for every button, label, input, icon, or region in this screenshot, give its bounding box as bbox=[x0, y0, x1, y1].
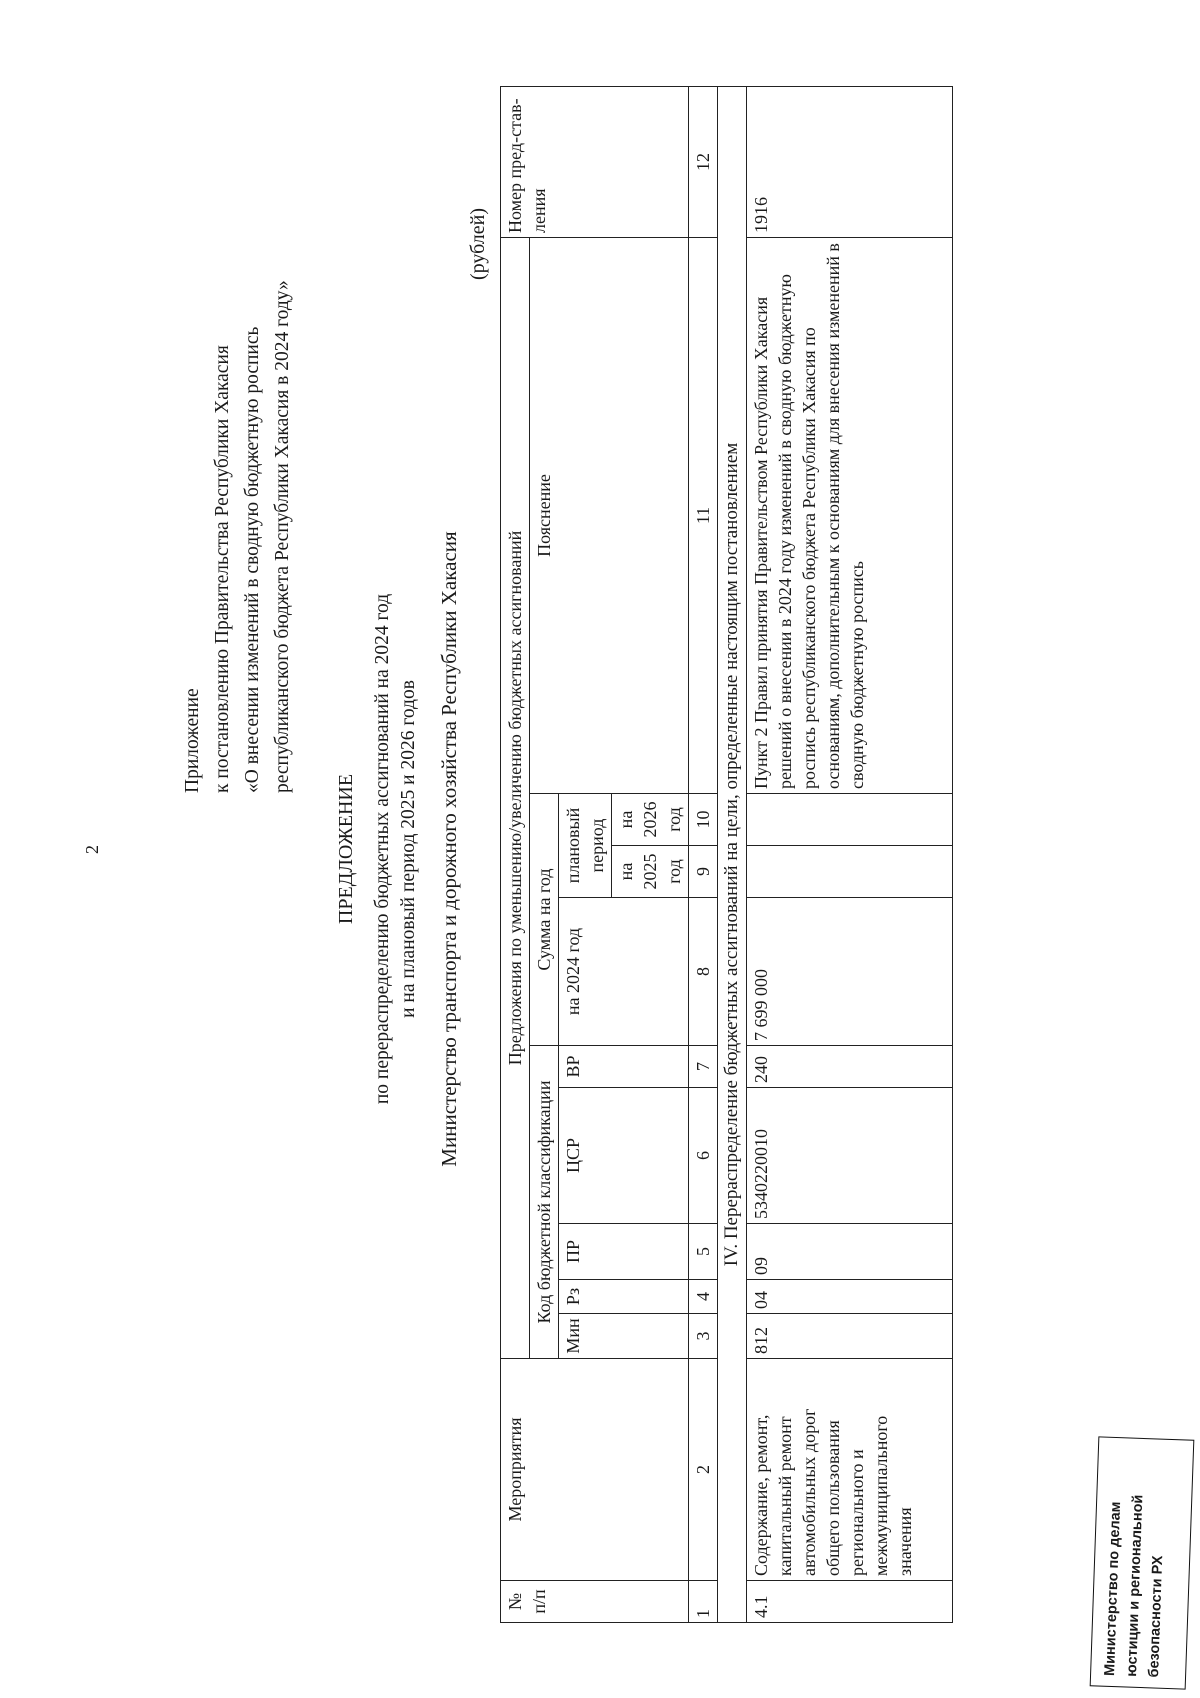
row-csr: 5340220010 bbox=[747, 1088, 953, 1224]
header-explanation: Пояснение bbox=[530, 238, 689, 794]
column-number: 1 bbox=[689, 1581, 718, 1623]
column-number: 2 bbox=[689, 1359, 718, 1581]
appendix-block bbox=[178, 103, 298, 793]
appendix-line: республиканского бюджета Республики Хакасия в 2024 году» bbox=[272, 280, 293, 793]
header-2025: на 2025 год bbox=[612, 846, 689, 898]
row-2025 bbox=[747, 846, 953, 898]
column-numbers-row bbox=[689, 87, 718, 1623]
header-num: № п/п bbox=[501, 1581, 689, 1623]
section-title: IV. Перераспределение бюджетных ассигнований на цели, определенные настоящим постановлением bbox=[718, 87, 747, 1623]
header-proposals-group: Предложения по уменьшению/увеличению бюджетных ассигнований bbox=[501, 238, 530, 1359]
subtitle-line: и на плановый период 2025 и 2026 годов bbox=[398, 680, 419, 1018]
row-num: 4.1 bbox=[747, 1581, 953, 1623]
column-number: 4 bbox=[689, 1280, 718, 1314]
table-header-row bbox=[501, 87, 530, 1623]
appendix-line: Приложение bbox=[182, 688, 203, 793]
subtitle-line: по перераспределению бюджетных ассигнований на 2024 год bbox=[372, 593, 393, 1105]
row-rep-number: 1916 bbox=[747, 87, 953, 238]
row-min: 812 bbox=[747, 1314, 953, 1359]
appendix-line: к постановлению Правительства Республики Хакасия bbox=[212, 345, 233, 793]
column-number: 11 bbox=[689, 238, 718, 794]
stamp-line: безопасности РХ bbox=[1146, 1555, 1167, 1678]
column-number: 3 bbox=[689, 1314, 718, 1359]
header-sum-group: Сумма на год bbox=[530, 794, 559, 1046]
stamp-line: юстиции и региональной bbox=[1124, 1494, 1147, 1678]
row-event: Содержание, ремонт, капитальный ремонт автомобильных дорог общего пользования регионального и межмуниципального значения bbox=[747, 1359, 953, 1581]
stamp-line: Министерство по делам bbox=[1102, 1501, 1125, 1677]
header-rz: Рз bbox=[559, 1280, 689, 1314]
appendix-line: «О внесении изменений в сводную бюджетную роспись bbox=[242, 326, 263, 793]
budget-table bbox=[500, 86, 953, 1623]
header-planned: плановый период bbox=[559, 794, 612, 898]
document-subtitle bbox=[370, 0, 422, 1698]
header-code-group: Код бюджетной классификации bbox=[530, 1046, 559, 1359]
column-number: 12 bbox=[689, 87, 718, 238]
header-event bbox=[501, 1359, 689, 1581]
page-number: 2 bbox=[82, 845, 102, 854]
header-2024: на 2024 год bbox=[559, 898, 689, 1046]
section-row bbox=[718, 87, 747, 1623]
document-title: ПРЕДЛОЖЕНИЕ bbox=[335, 773, 357, 925]
header-2026: на 2026 год bbox=[612, 794, 689, 846]
row-rz: 04 bbox=[747, 1280, 953, 1314]
row-pr: 09 bbox=[747, 1224, 953, 1280]
header-event-label: Мероприятия bbox=[505, 1417, 525, 1522]
ministry-name: Министерство транспорта и дорожного хозяйства Республики Хакасия bbox=[437, 531, 461, 1167]
row-explanation: Пункт 2 Правил принятия Правительством Республики Хакасия решений о внесении в 2024 году изменений в сводную бюджетную роспись республиканского бюджета Республики Хакасия по основаниям, дополнительным к основаниям для внесения изменений в сводную бюджетную роспись bbox=[747, 238, 953, 794]
table-row bbox=[747, 87, 953, 1623]
registration-stamp bbox=[1090, 1436, 1195, 1689]
column-number: 5 bbox=[689, 1224, 718, 1280]
row-2026 bbox=[747, 794, 953, 846]
header-min: Мин bbox=[559, 1314, 689, 1359]
column-number: 8 bbox=[689, 898, 718, 1046]
column-number: 10 bbox=[689, 794, 718, 846]
column-number: 6 bbox=[689, 1088, 718, 1224]
header-csr: ЦСР bbox=[559, 1088, 689, 1224]
column-number: 7 bbox=[689, 1046, 718, 1088]
row-vr: 240 bbox=[747, 1046, 953, 1088]
row-2024: 7 699 000 bbox=[747, 898, 953, 1046]
header-rep-number: Номер пред-став-ления bbox=[501, 87, 689, 238]
header-pr: ПР bbox=[559, 1224, 689, 1280]
header-vr: ВР bbox=[559, 1046, 689, 1088]
column-number: 9 bbox=[689, 846, 718, 898]
units-label: (рублей) bbox=[467, 207, 489, 280]
